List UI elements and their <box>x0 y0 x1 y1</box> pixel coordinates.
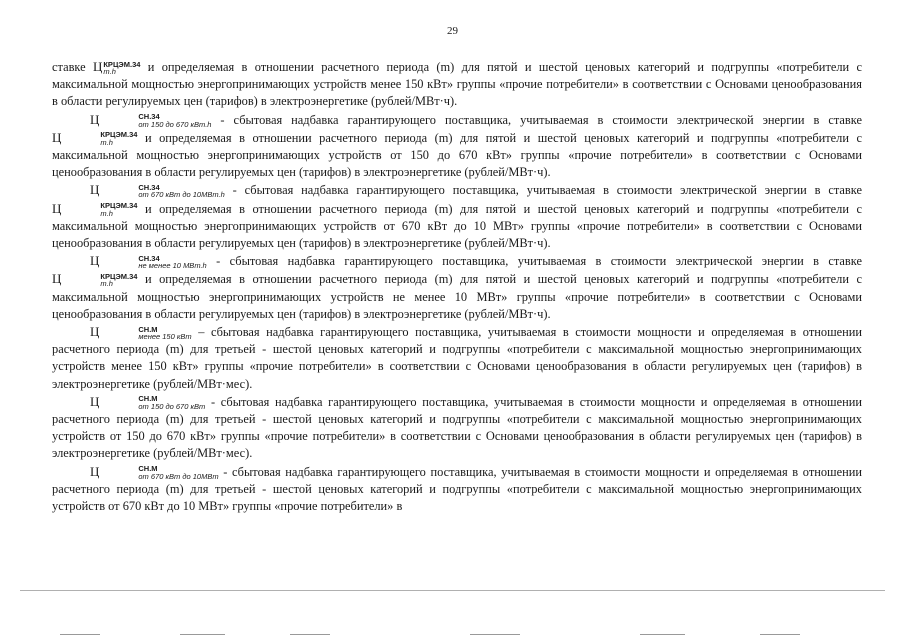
symbol-superscript: СН.М <box>138 324 158 334</box>
symbol-base: Ц <box>90 393 100 409</box>
symbol-base: Ц <box>90 463 100 479</box>
symbol-subscript: m.h <box>100 137 113 147</box>
price-symbol <box>90 465 219 479</box>
paragraph-text: - сбытовая надбавка гарантирующего поставщика, учитываемая в стоимости электрической энергии в ставке <box>211 112 862 127</box>
paragraph-text: - сбытовая надбавка гарантирующего поставщика, учитываемая в стоимости электрической энергии в ставке <box>224 183 862 198</box>
page-bottom-rule <box>20 590 885 591</box>
paragraph <box>52 463 862 516</box>
symbol-subscript: от 670 кВт до 10МВт <box>138 471 219 481</box>
symbol-superscript: СН.34 <box>138 112 160 122</box>
paragraph-text: и определяемая в отношении расчетного периода (m) для пятой и шестой ценовых категорий и подгруппы «потребители с максимальной мощностью энергопринимающих устройств от 150 до 670 кВт» группы «прочие потребители» в соответствии с Основами ценообразования в области регулируемых цен (тарифов) в электроэнергетике (рублей/МВт·ч). <box>52 130 862 180</box>
symbol-superscript: СН.М <box>138 394 158 404</box>
symbol-subscript: от 150 до 670 кВт <box>138 401 206 411</box>
symbol-superscript: КРЦЭМ.34 <box>100 130 138 140</box>
symbol-superscript: СН.М <box>138 464 158 474</box>
symbol-subscript: от 670 кВт до 10МВт.h <box>138 190 225 200</box>
symbol-base: Ц <box>92 59 103 74</box>
paragraph-text: - сбытовая надбавка гарантирующего поставщика, учитываемая в стоимости электрической энергии в ставке <box>206 254 862 269</box>
price-symbol <box>90 182 225 200</box>
paragraph <box>52 111 862 182</box>
symbol-base: Ц <box>90 182 100 198</box>
symbol-base: Ц <box>52 129 62 145</box>
symbol-subscript: не менее 10 МВт.h <box>138 261 207 271</box>
symbol-superscript: СН.34 <box>138 182 160 192</box>
price-symbol <box>52 131 137 145</box>
symbol-superscript: КРЦЭМ.34 <box>103 59 141 69</box>
paragraph-text: - сбытовая надбавка гарантирующего поставщика, учитываемая в стоимости мощности и определяемая в отношении расчетного периода (m) для третьей - шестой ценовых категорий и подгруппы «потребители с максимальной мощностью энергопринимающих устройств от 670 кВт до 10 МВт» группы «прочие потребители» в <box>52 464 862 514</box>
symbol-subscript: m.h <box>100 279 113 289</box>
symbol-base: Ц <box>52 200 62 216</box>
paragraph <box>52 181 862 252</box>
paragraph-text: – сбытовая надбавка гарантирующего поставщика, учитываемая в стоимости мощности и определяемая в отношении расчетного периода (m) для третьей - шестой ценовых категорий и подгруппы «потребители с максимальной мощностью энергопринимающих устройств менее 150 кВт» группы «прочие потребители» в соответствии с Основами ценообразования в области регулируемых цен (тарифов) в электроэнергетике (рублей/МВт·мес). <box>52 325 862 391</box>
price-symbol <box>90 395 205 409</box>
paragraph <box>52 58 862 111</box>
paragraph <box>52 323 862 393</box>
price-symbol <box>90 113 211 127</box>
paragraph <box>52 393 862 463</box>
symbol-superscript: КРЦЭМ.34 <box>100 201 138 211</box>
paragraph-text: и определяемая в отношении расчетного периода (m) для пятой и шестой ценовых категорий и подгруппы «потребители с максимальной мощностью энергопринимающих устройств менее 150 кВт» группы «прочие потребители» в соответствии с Основами ценообразования в области регулируемых цен (тарифов) в электроэнергетике (рублей/МВт·ч). <box>52 60 862 109</box>
price-symbol <box>52 202 137 216</box>
symbol-subscript: от 150 до 670 кВт.h <box>138 119 212 129</box>
document-body <box>52 58 862 515</box>
scan-edge-marks <box>0 634 905 636</box>
symbol-subscript: менее 150 кВт <box>138 332 192 342</box>
symbol-superscript: КРЦЭМ.34 <box>100 271 138 281</box>
price-symbol <box>90 253 207 271</box>
paragraph-text: и определяемая в отношении расчетного периода (m) для пятой и шестой ценовых категорий и подгруппы «потребители с максимальной мощностью энергопринимающих устройств не менее 10 МВт» группы «прочие потребители» в соответствии с Основами ценообразования в области регулируемых цен (тарифов) в электроэнергетике (рублей/МВт·ч). <box>52 272 862 321</box>
symbol-base: Ц <box>90 111 100 127</box>
paragraph <box>52 252 862 323</box>
symbol-base: Ц <box>90 253 100 269</box>
paragraph-text: - сбытовая надбавка гарантирующего поставщика, учитываемая в стоимости мощности и определяемая в отношении расчетного периода (m) для третьей - шестой ценовых категорий и подгруппы «потребители с максимальной мощностью энергопринимающих устройств от 150 до 670 кВт» группы «прочие потребители» в соответствии с Основами ценообразования в области регулируемых цен (тарифов) в электроэнергетике (рублей/МВт·мес). <box>52 394 862 461</box>
symbol-base: Ц <box>52 271 62 287</box>
page-number: 29 <box>447 25 458 37</box>
symbol-superscript: СН.34 <box>138 253 160 263</box>
price-symbol <box>93 60 140 74</box>
paragraph-text: ставке <box>52 60 93 74</box>
price-symbol <box>90 324 192 342</box>
symbol-subscript: m.h <box>103 67 116 76</box>
symbol-base: Ц <box>90 324 100 340</box>
paragraph-text: и определяемая в отношении расчетного периода (m) для пятой и шестой ценовых категорий и подгруппы «потребители с максимальной мощностью энергопринимающих устройств от 670 кВт до 10 МВт» группы «прочие потребители» в соответствии с Основами ценообразования в области регулируемых цен (тарифов) в электроэнергетике (рублей/МВт·ч). <box>52 201 862 251</box>
price-symbol <box>52 271 138 289</box>
symbol-subscript: m.h <box>100 208 113 218</box>
